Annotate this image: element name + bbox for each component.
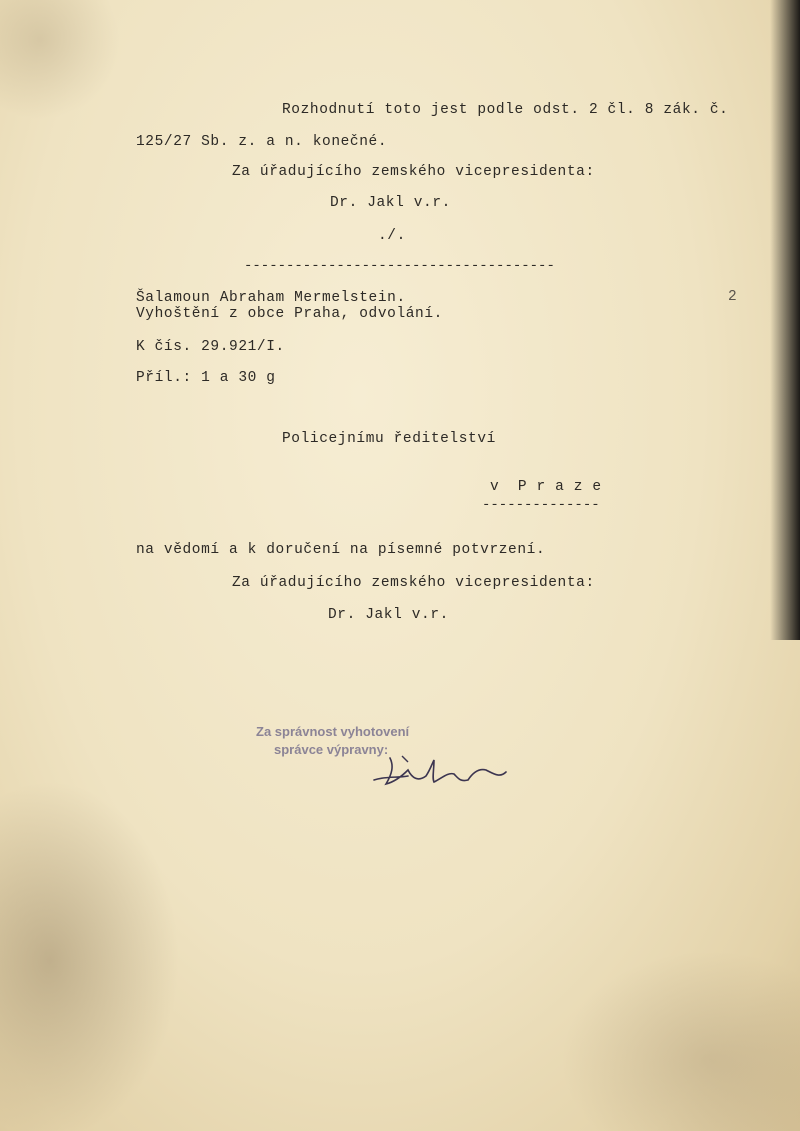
page-number: 2	[728, 289, 737, 305]
stamp-line-1: Za správnost vyhotovení	[256, 724, 410, 739]
signatory-title: Za úřadujícího zemského vicepresidenta:	[232, 164, 595, 180]
subject-matter: Vyhoštění z obce Praha, odvolání.	[136, 306, 443, 322]
closing-clause-line-1: Rozhodnutí toto jest podle odst. 2 čl. 8 zák. č.	[282, 102, 729, 118]
closing-clause-line-2: 125/27 Sb. z. a n. konečné.	[136, 134, 388, 150]
signatory-title-2: Za úřadujícího zemského vicepresidenta:	[232, 575, 595, 591]
attachments: Příl.: 1 a 30 g	[136, 370, 276, 386]
subject-name: Šalamoun Abraham Mermelstein.	[136, 290, 406, 306]
instruction-line: na vědomí a k doručení na písemné potvrzení.	[136, 542, 546, 558]
recipient: Policejnímu ředitelství	[282, 431, 496, 447]
handwritten-signature	[368, 752, 513, 792]
stamp-line-2: správce výpravny:	[274, 742, 389, 757]
separator-mark: ./.	[378, 228, 406, 244]
signatory-name-2: Dr. Jakl v.r.	[328, 607, 449, 623]
signatory-name: Dr. Jakl v.r.	[330, 195, 451, 211]
reference-number: K čís. 29.921/I.	[136, 339, 285, 355]
torn-right-edge	[770, 0, 800, 640]
recipient-city: v P r a z e	[490, 479, 602, 495]
separator-line: -------------------------------------	[244, 258, 555, 274]
recipient-city-underline: --------------	[482, 497, 600, 513]
